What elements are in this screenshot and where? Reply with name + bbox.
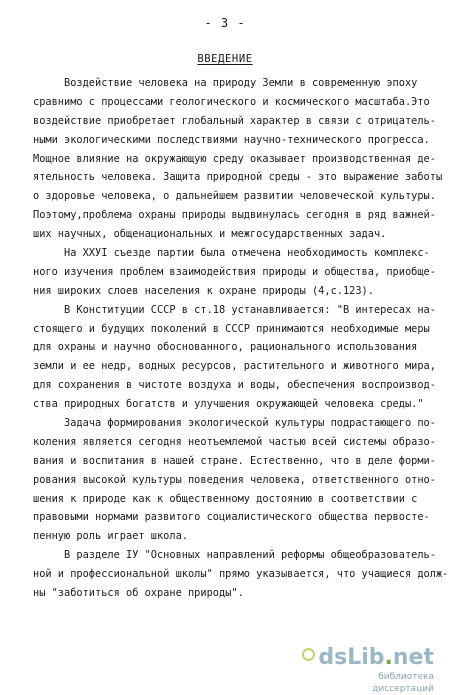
text-line: ными экологическими последствиями научно-технического прогресса.: [33, 133, 430, 146]
text-line: ния широких слоев населения к охране природы (4,с.123).: [33, 284, 374, 297]
text-line: На XXУI съезде партии была отмечена необходимость комплекс-: [33, 247, 430, 260]
text-line: ятельность человека. Защита природной среды - это выражение заботы: [33, 171, 443, 184]
watermark-subtitle: библиотека диссертаций: [372, 672, 434, 694]
text-line: правовыми нормами развитого социалистического общества первосте-: [33, 511, 430, 524]
text-line: ной и профессиональной школы" прямо указывается, что учащиеся долж-: [33, 568, 449, 581]
text-line: рования высокой культуры поведения человека, ответственного отно-: [33, 473, 436, 486]
text-line: Мощное влияние на окружающую среду оказывает производственная де-: [33, 152, 436, 165]
text-line: В Конституции СССР в ст.18 устанавливается: "В интересах на-: [33, 303, 436, 316]
text-line: ны "заботиться об охране природы".: [33, 587, 244, 600]
text-line: ства природных богатств и улучшения окружающей человека среды.": [33, 398, 424, 411]
text-line: Воздействие человека на природу Земли в современную эпоху: [33, 77, 418, 89]
logo-ring-icon: [302, 648, 315, 661]
text-line: земли и ее недр, водных ресурсов, растительного и животного мира,: [33, 360, 436, 373]
dslib-logo: dsLib.net: [318, 646, 434, 670]
dslib-watermark: [314, 645, 434, 694]
text-line: о здоровье человека, о дальнейшем развитии человеческой культуры.: [33, 190, 436, 203]
text-line: стоящего и будущих поколений в СССР принимаются необходимые меры: [33, 322, 430, 335]
text-line: шения к природе как к общественному достоянию в соответствии с: [33, 492, 418, 505]
text-line: Поэтому,проблема охраны природы выдвинулась сегодня в ряд важней-: [33, 209, 436, 222]
text-line: пенную роль играет школа.: [33, 530, 188, 543]
text-line: для сохранения в чистоте воздуха и воды, обеспечения воспроизвод-: [33, 379, 436, 392]
text-line: сравнимо с процессами геологического и космического масштаба.Это: [33, 95, 430, 108]
text-line: Задача формирования экологической культуры подрастающего по-: [33, 417, 436, 430]
text-line: для охраны и научно обоснованного, рационального использования: [33, 341, 418, 354]
page-number: - 3 -: [204, 16, 246, 30]
text-line: вания и воспитания в нашей стране. Естественно, что в деле форми-: [33, 454, 436, 467]
text-line: воздействие приобретает глобальный характер в связи с отрицатель-: [33, 114, 436, 127]
body-text: [33, 74, 449, 603]
text-line: коления является сегодня неотъемлемой частью всей системы образо-: [33, 435, 436, 448]
text-line: В разделе IУ "Основных направлений реформы общеобразователь-: [33, 549, 436, 562]
text-line: ного изучения проблем взаимодействия природы и общества, приобще-: [33, 265, 436, 278]
text-line: ших научных, общенациональных и межгосударственных задач.: [33, 228, 387, 241]
section-heading: ВВЕДЕНИЕ: [197, 53, 253, 65]
